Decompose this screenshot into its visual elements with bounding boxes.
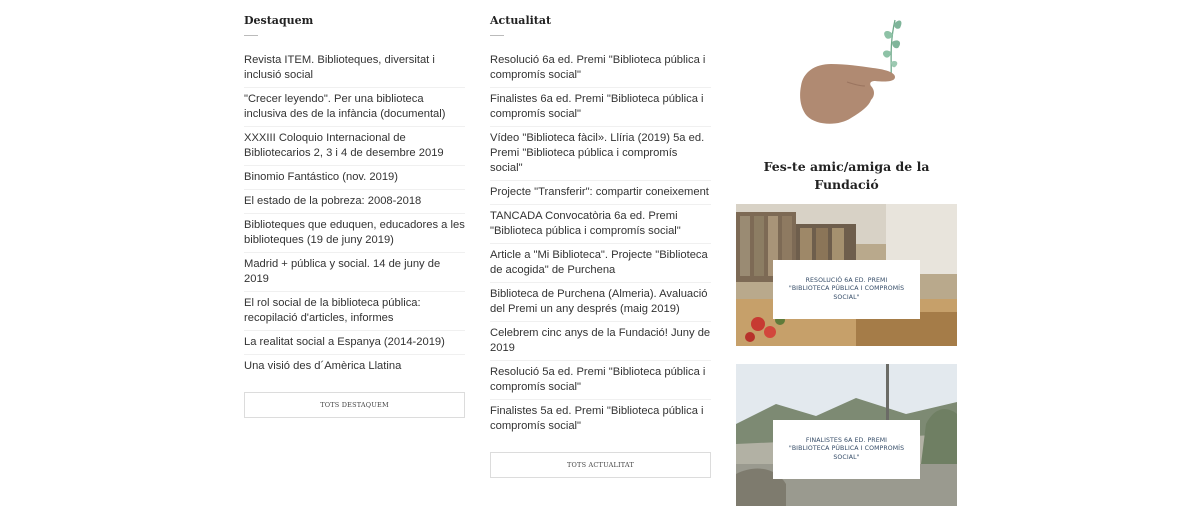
actualitat-title: Actualitat bbox=[490, 14, 552, 27]
destaquem-link[interactable]: El estado de la pobreza: 2008-2018 bbox=[244, 190, 465, 214]
promo-card bbox=[773, 420, 920, 479]
promo-card bbox=[773, 260, 920, 319]
friend-title[interactable]: Fes-te amic/amiga de la Fundació bbox=[763, 159, 930, 192]
destaquem-list bbox=[244, 49, 465, 378]
tots-actualitat-button[interactable]: TOTS ACTUALITAT bbox=[490, 452, 711, 478]
promo-caption: FINALISTES 6A ED. PREMI "BIBLIOTECA PÚBLICA I COMPROMÍS SOCIAL" bbox=[788, 436, 905, 461]
destaquem-link[interactable]: Binomio Fantástico (nov. 2019) bbox=[244, 166, 465, 190]
actualitat-link[interactable]: Vídeo "Biblioteca fàcil». Llíria (2019) 5a ed. Premi "Biblioteca pública i compromís social" bbox=[490, 127, 711, 181]
actualitat-link[interactable]: Finalistes 6a ed. Premi "Biblioteca pública i compromís social" bbox=[490, 88, 711, 127]
destaquem-section bbox=[244, 0, 465, 418]
actualitat-link[interactable]: Resolució 5a ed. Premi "Biblioteca pública i compromís social" bbox=[490, 361, 711, 400]
destaquem-title: Destaquem bbox=[244, 14, 314, 27]
promo-caption: RESOLUCIÓ 6A ED. PREMI "BIBLIOTECA PÚBLICA I COMPROMÍS SOCIAL" bbox=[788, 276, 905, 301]
actualitat-link[interactable]: Article a "Mi Biblioteca". Projecte "Biblioteca de acogida" de Purchena bbox=[490, 244, 711, 283]
actualitat-list bbox=[490, 49, 711, 438]
friend-hand-illustration[interactable] bbox=[791, 16, 911, 128]
destaquem-link[interactable]: Revista ITEM. Biblioteques, diversitat i inclusió social bbox=[244, 49, 465, 88]
destaquem-link[interactable]: "Crecer leyendo". Per una biblioteca inclusiva des de la infància (documental) bbox=[244, 88, 465, 127]
promo-banner-finalistes[interactable] bbox=[736, 364, 957, 506]
actualitat-link[interactable]: Biblioteca de Purchena (Almeria). Avaluació del Premi un any després (maig 2019) bbox=[490, 283, 711, 322]
actualitat-link[interactable]: Projecte "Transferir": compartir coneixement bbox=[490, 181, 711, 205]
destaquem-link[interactable]: El rol social de la biblioteca pública: recopilació d'articles, informes bbox=[244, 292, 465, 331]
actualitat-section bbox=[490, 0, 711, 478]
destaquem-link[interactable]: Una visió des d´Amèrica Llatina bbox=[244, 360, 402, 372]
actualitat-link[interactable]: Celebrem cinc anys de la Fundació! Juny de 2019 bbox=[490, 322, 711, 361]
destaquem-link[interactable]: La realitat social a Espanya (2014-2019) bbox=[244, 331, 465, 355]
actualitat-title-underline bbox=[490, 35, 504, 36]
tots-destaquem-button[interactable]: TOTS DESTAQUEM bbox=[244, 392, 465, 418]
hand-with-sprout-icon bbox=[791, 16, 911, 128]
destaquem-title-underline bbox=[244, 35, 258, 36]
destaquem-link[interactable]: Biblioteques que eduquen, educadores a les biblioteques (19 de juny 2019) bbox=[244, 214, 465, 253]
actualitat-link[interactable]: TANCADA Convocatòria 6a ed. Premi "Biblioteca pública i compromís social" bbox=[490, 205, 711, 244]
destaquem-link[interactable]: Madrid + pública y social. 14 de juny de 2019 bbox=[244, 253, 465, 292]
actualitat-link[interactable]: Finalistes 5a ed. Premi "Biblioteca pública i compromís social" bbox=[490, 405, 704, 432]
actualitat-link[interactable]: Resolució 6a ed. Premi "Biblioteca pública i compromís social" bbox=[490, 49, 711, 88]
destaquem-link[interactable]: XXXIII Coloquio Internacional de Bibliotecarios 2, 3 i 4 de desembre 2019 bbox=[244, 127, 465, 166]
promo-banner-resolucio[interactable] bbox=[736, 204, 957, 346]
